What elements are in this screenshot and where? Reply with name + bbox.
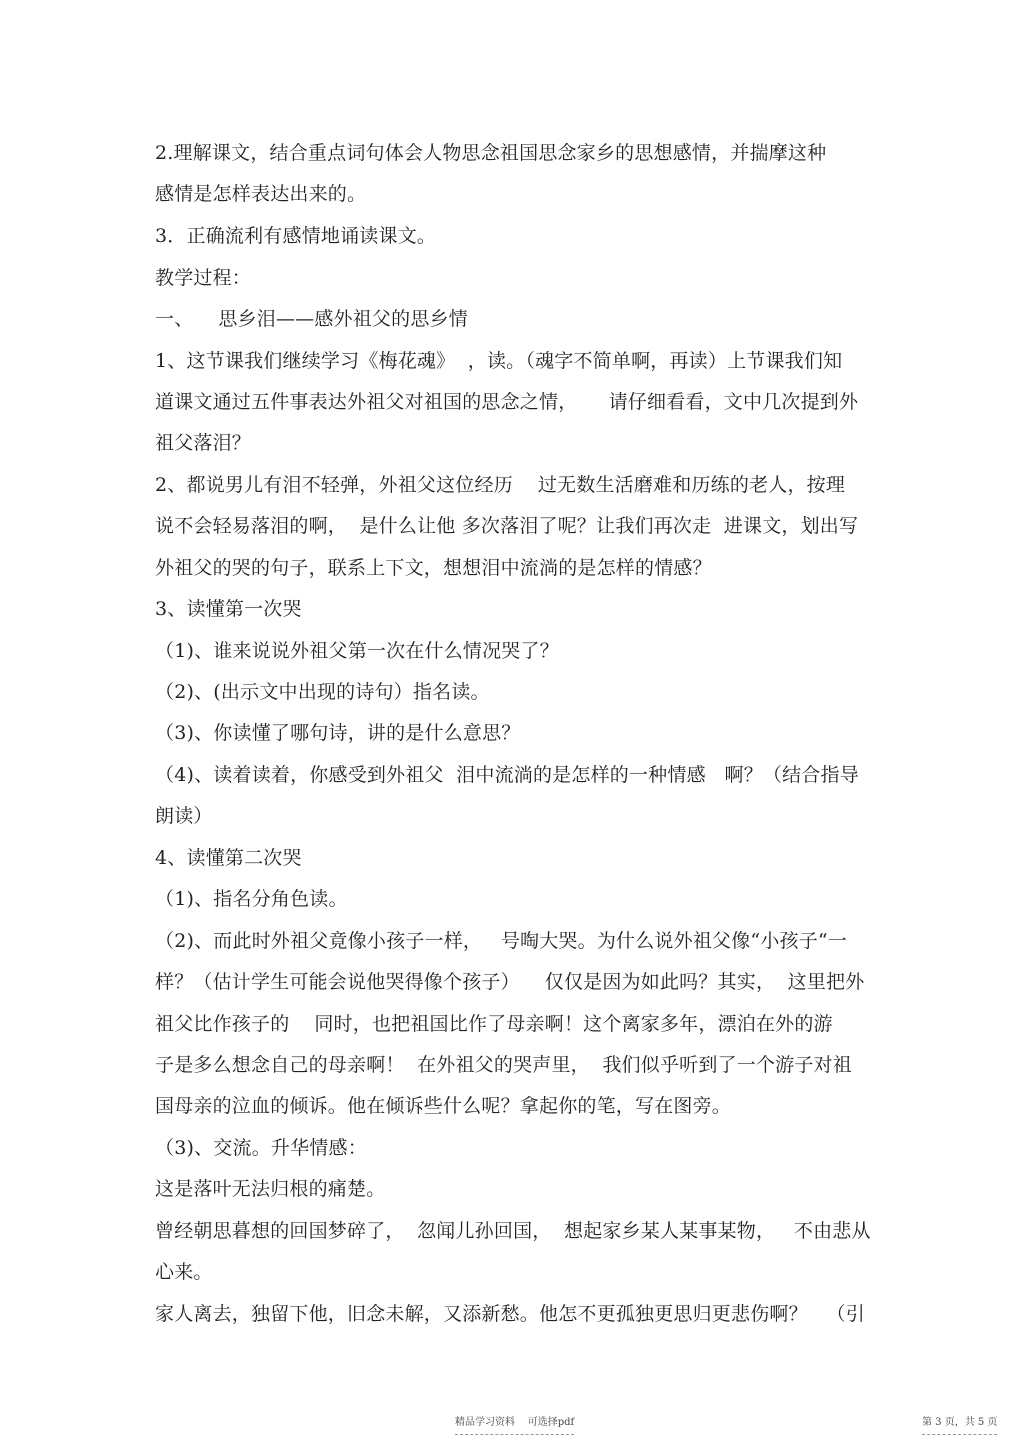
text-line: 祖父落泪？ bbox=[155, 432, 252, 454]
text-line: 心来。 bbox=[155, 1261, 213, 1283]
text-line: 道课文通过五件事表达外祖父对祖国的思念之情， 请仔细看看，文中几次提到外 bbox=[155, 391, 859, 413]
text-line: 感情是怎样表达出来的。 bbox=[155, 183, 367, 205]
text-line: 样？（估计学生可能会说他哭得像个孩子） 仅仅是因为如此吗？其实， 这里把外 bbox=[155, 971, 865, 993]
text-line: 子是多么想念自己的母亲啊！ 在外祖父的哭声里， 我们似乎听到了一个游子对祖 bbox=[155, 1054, 852, 1076]
text-line: 说不会轻易落泪的啊， 是什么让他 多次落泪了呢？让我们再次走 进课文，划出写 bbox=[155, 515, 859, 537]
text-line: （2)、(出示文中出现的诗句）指名读。 bbox=[155, 681, 490, 703]
section-heading: 教学过程： bbox=[155, 267, 252, 289]
text-line: 2、都说男儿有泪不轻弹，外祖父这位经历 过无数生活磨难和历练的老人，按理 bbox=[155, 474, 846, 496]
text-line: （1)、指名分角色读。 bbox=[155, 888, 348, 910]
text-line: 曾经朝思暮想的回国梦碎了， 忽闻儿孙回国， 想起家乡某人某事某物， 不由悲从 bbox=[155, 1220, 871, 1242]
text-line: 外祖父的哭的句子，联系上下文，想想泪中流淌的是怎样的情感？ bbox=[155, 557, 712, 579]
text-line: 家人离去，独留下他，旧念未解，又添新愁。他怎不更孤独更思归更悲伤啊？ （引 bbox=[155, 1303, 865, 1325]
section-heading: 4、读懂第二次哭 bbox=[155, 847, 302, 869]
text-line: 1、这节课我们继续学习《梅花魂》 ，读。（魂字不简单啊，再读）上节课我们知 bbox=[155, 350, 843, 372]
text-line: （3)、你读懂了哪句诗，讲的是什么意思？ bbox=[155, 722, 521, 744]
text-line: （2)、而此时外祖父竟像小孩子一样， 号啕大哭。为什么说外祖父像“小孩子“一 bbox=[155, 930, 848, 952]
text-line: （1)、谁来说说外祖父第一次在什么情况哭了？ bbox=[155, 640, 559, 662]
section-heading: 3、读懂第一次哭 bbox=[155, 598, 302, 620]
text-line: 2.理解课文，结合重点词句体会人物思念祖国思念家乡的思想感情，并揣摩这种 bbox=[155, 142, 827, 164]
page-number: 第 3 页，共 5 页 bbox=[922, 1416, 997, 1435]
section-heading: 一、 思乡泪——感外祖父的思乡情 bbox=[155, 308, 468, 330]
text-line: 朗读） bbox=[155, 805, 213, 827]
text-line: 祖父比作孩子的 同时，也把祖国比作了母亲啊！这个离家多年，漂泊在外的游 bbox=[155, 1013, 833, 1035]
text-line: （4)、读着读着，你感受到外祖父 泪中流淌的是怎样的一种情感 啊？（结合指导 bbox=[155, 764, 859, 786]
text-line: 这是落叶无法归根的痛楚。 bbox=[155, 1178, 386, 1200]
footer-watermark: 精品学习资料 可选择pdf bbox=[455, 1416, 574, 1435]
text-line: 3．正确流利有感情地诵读课文。 bbox=[155, 225, 437, 247]
text-line: （3)、交流。升华情感： bbox=[155, 1137, 367, 1159]
text-line: 国母亲的泣血的倾诉。他在倾诉些什么呢？拿起你的笔，写在图旁。 bbox=[155, 1095, 732, 1117]
